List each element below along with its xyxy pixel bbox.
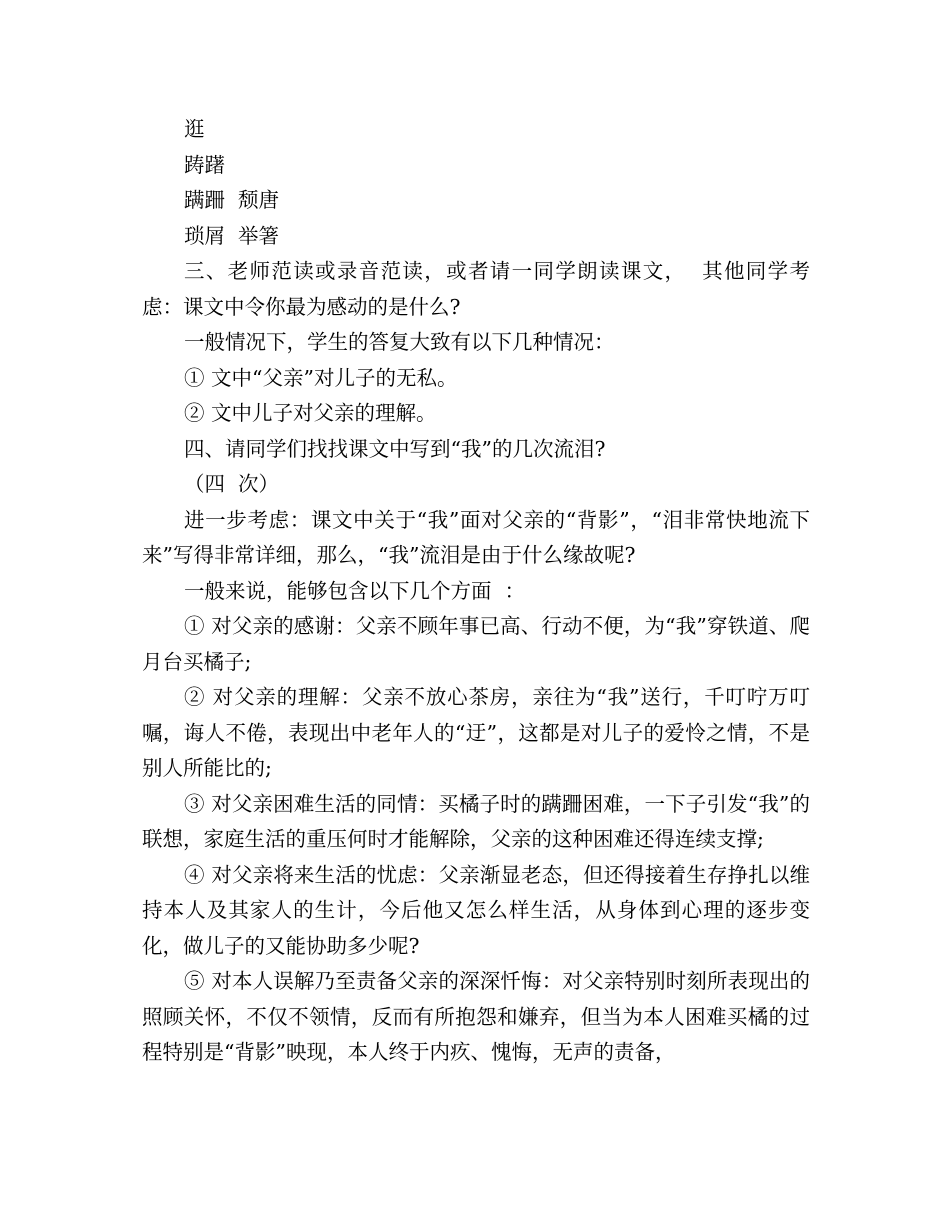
answer-item-2: ② 文中儿子对父亲的理解。 xyxy=(184,401,437,425)
aspect-item-1: ① 对父亲的感谢：父亲不顾年事已高、行动不便，为“我”穿铁道、爬月台买橘子; xyxy=(142,614,810,674)
aspect-item-3: ③ 对父亲困难生活的同情：买橘子时的蹒跚困难，一下子引发“我”的联想，家庭生活的重压何时才能解除，父亲的这种困难还得连续支撑; xyxy=(142,791,810,851)
aspect-item-4: ④ 对父亲将来生活的忧虑：父亲渐显老态，但还得接着生存挣扎以维持本人及其家人的生计，今后他又怎么样生活，从身体到心理的逐步变化，做儿子的又能协助多少呢? xyxy=(142,862,810,958)
vocab-line-3: 蹒跚 颓唐 xyxy=(184,188,280,212)
step-four-paragraph: 四、请同学们找找课文中写到“我”的几次流泪? xyxy=(184,436,606,461)
aspects-intro-paragraph: 一般来说，能够包含以下几个方面 ： xyxy=(184,578,526,603)
four-times-note: （四 次） xyxy=(184,472,280,496)
answer-item-1: ① 文中“父亲”对儿子的无私。 xyxy=(184,365,458,390)
vocab-line-2: 踌躇 xyxy=(184,152,225,177)
step-three-paragraph: 三、老师范读或录音范读，或者请一同学朗读课文， 其他同学考虑：课文中令你最为感动的是什么? xyxy=(142,259,810,319)
aspect-item-2: ② 对父亲的理解：父亲不放心茶房，亲往为“我”送行，千叮咛万叮嘱，诲人不倦，表现出中老年人的“迂”，这都是对儿子的爱怜之情，不是别人所能比的; xyxy=(142,685,810,780)
document-page xyxy=(142,112,810,1071)
aspect-item-5: ⑤ 对本人误解乃至责备父亲的深深忏悔：对父亲特别时刻所表现出的照顾关怀，不仅不领情，反而有所抱怨和嫌弃，但当为本人困难买橘的过程特别是“背影”映现，本人终于内疚、愧悔，无声的责备， xyxy=(142,969,810,1064)
vocab-line-4: 琐屑 举箸 xyxy=(184,223,280,248)
vocab-line-1: 逛 xyxy=(184,117,205,141)
further-thinking-paragraph: 进一步考虑：课文中关于“我”面对父亲的“背影”，“泪非常快地流下来”写得非常详细，那么，“我”流泪是由于什么缘故呢? xyxy=(142,507,810,567)
answer-intro-paragraph: 一般情况下，学生的答复大致有以下几种情况： xyxy=(184,330,615,354)
